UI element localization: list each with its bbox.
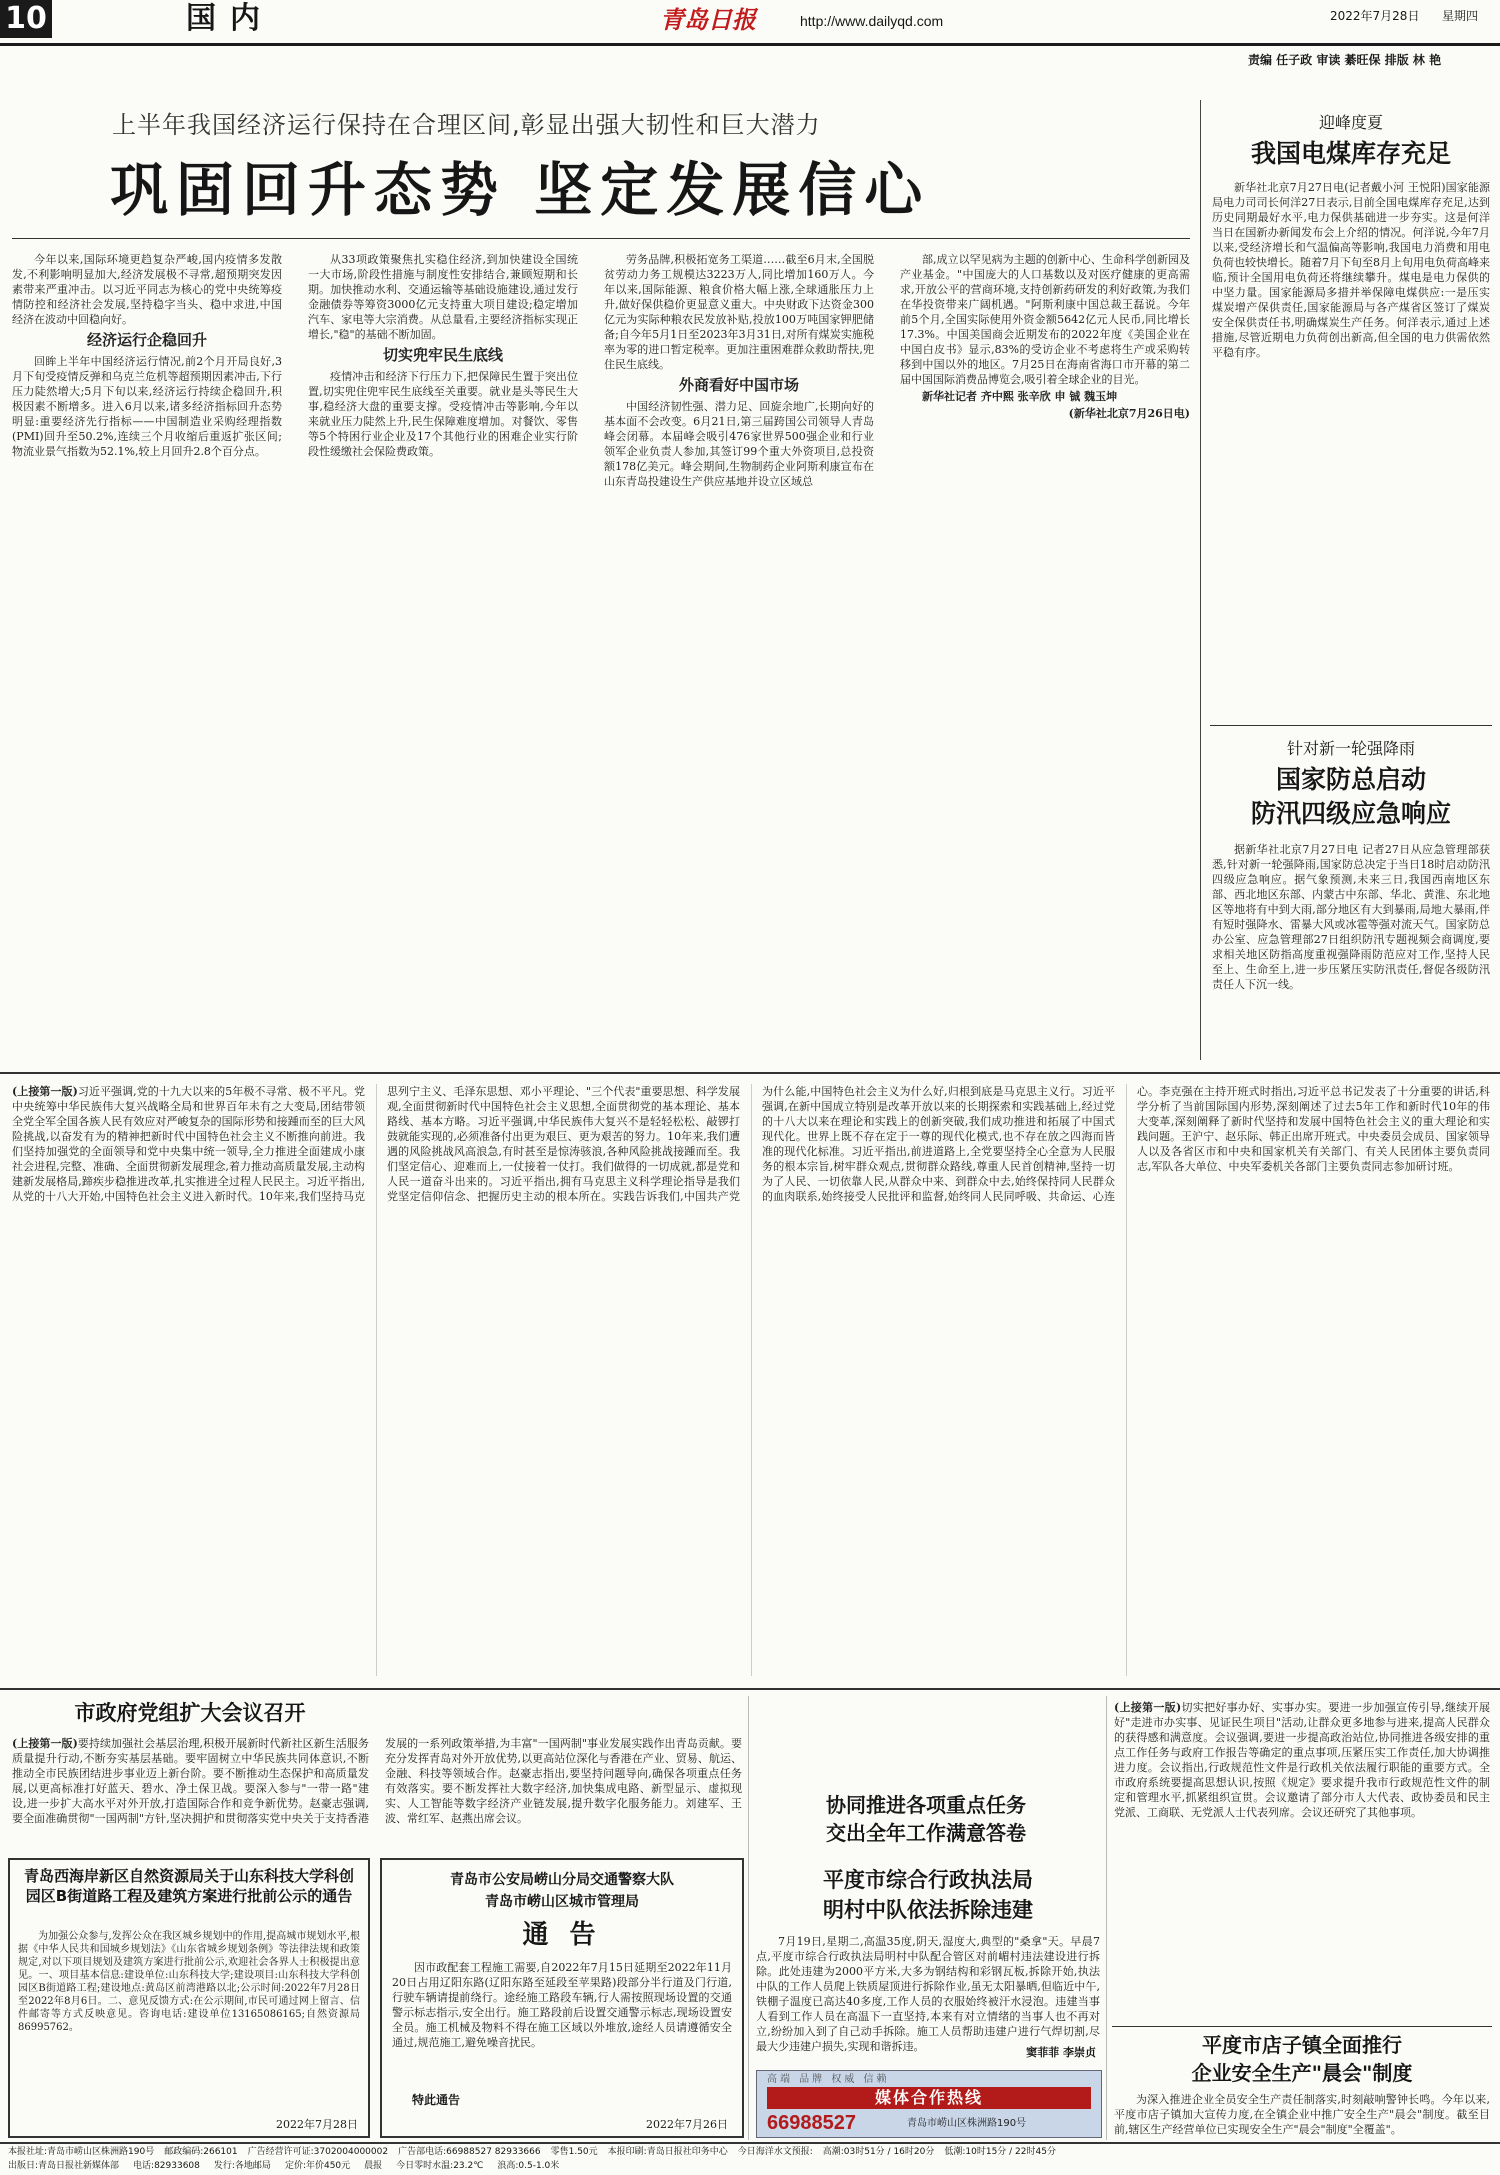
lead-subhead-livelihood: 切实兜牢民生底线 <box>382 346 503 364</box>
flood-headline-2: 防汛四级应急响应 <box>1250 799 1451 828</box>
notice-traffic-issuer-1: 青岛市公安局崂山分局交通警察大队 <box>450 1872 674 1888</box>
notice-west-coast-text: 为加强公众参与,发挥公众在我区城乡规划中的作用,提高城市规划水平,根据《中华人民共和国城乡规划法》《山东省城乡规划条例》等法律法规和政策规定,对以下项目规划及建筑方案进行批前公示,欢迎社会各界人士积极提出意见。一、项目基本信息:建设单位:山东科技大学;建设项目:山东科技大学科创园区B街道路工程;建设地点:黄岛区前湾港路以北;公示时间:2022年7月28日至2022年8月6日。二、意见反馈方式:在公示期间,市民可通过网上留言、信件邮寄等方式反映意见。咨询电话:建设单位13165086165;自然资源局86995762。 <box>18 1931 360 2033</box>
footer-item: 晨报 <box>364 2161 383 2171</box>
council-body <box>12 1736 742 1848</box>
flood-headline-1: 国家防总启动 <box>1275 765 1426 794</box>
safety-body <box>1114 2092 1490 2138</box>
ad-banner <box>756 2070 1102 2138</box>
masthead-rule <box>0 43 1500 46</box>
editor-credits: 责编 任子政 审读 綦旺保 排版 林 艳 <box>1248 53 1442 67</box>
safety-headline-2: 企业安全生产"晨会"制度 <box>1191 2061 1413 2085</box>
mid-divider-1 <box>748 1696 749 2140</box>
demolition-box <box>756 1862 1100 2062</box>
council-headline: 市政府党组扩大会议召开 <box>74 1700 306 1725</box>
footer-item: 浪高:0.5-1.0米 <box>497 2161 560 2171</box>
footer-row-1 <box>8 2146 1492 2159</box>
lead-column-3 <box>604 252 874 1060</box>
ad-phone: 66988527 <box>767 2112 856 2134</box>
notice-traffic-box <box>380 1858 744 2138</box>
tasks-text: 切实把好事办好、实事办实。要进一步加强宣传引导,继续开展好"走进市办实事、见证民生项目"活动,让群众更多地参与进来,提高人民群众的获得感和满意度。会议强调,要进一步提高政治站位,协同推进各级安排的重点工作任务与政府工作报告等确定的重点事项,压紧压实工作责任,加大协调推进力度。会议指出,行政规范性文件是行政机关依法履行职能的重要方式。全市政府系统要提高思想认识,按照《规定》要求提升我市行政规范性文件的制定和管理水平,抓紧组织宣贯。会议邀请了部分市人大代表、政协委员和民主党派、工商联、无党派人士代表列席。会议还研究了其他事项。 <box>1114 1701 1490 1819</box>
flood-body-text: 据新华社北京7月27日电 记者27日从应急管理部获悉,针对新一轮强降雨,国家防总决定于当日18时启动防汛四级应急响应。据气象预测,未来三日,我国西南地区东部、西北地区东部、内蒙古中东部、华北、黄淮、东北地区等地将有中到大雨,部分地区有大到暴雨,局地大暴雨,伴有短时强降水、雷暴大风或冰雹等强对流天气。国家防总办公室、应急管理部27日组织防汛专题视频会商调度,要求相关地区防指高度重视强降雨防范应对工作,坚持人民至上、生命至上,进一步压紧压实防汛责任,督促各级防汛责任人下沉一线。 <box>1212 843 1490 991</box>
paper-url: http://www.dailyqd.com <box>800 13 944 29</box>
page-number: 10 <box>5 1 47 36</box>
lead-col3-text: 劳务品牌,积极拓宽务工渠道……截至6月末,全国脱贫劳动力务工规模达3223万人,同比增加160万人。今年以来,国际能源、粮食价格大幅上涨,全球通胀压力上升,做好保供稳价更显意义重大。中央财政下达资金300亿元为实际种粮农民发放补贴,投放100万吨国家钾肥储备;自今年5月1日至2023年3月31日,对所有煤炭实施税率为零的进口暂定税率。更加注重困难群众救助帮扶,兜住民生底线。 <box>604 253 874 371</box>
continued-story <box>12 1084 1490 1676</box>
lead-subhead-economy: 经济运行企稳回升 <box>86 331 207 349</box>
notice-west-coast-date: 2022年7月28日 <box>276 2118 358 2131</box>
council-text: 要持续加强社会基层治理,积极开展新时代新社区新生活服务质量提升行动,不断夯实基层基础。要牢固树立中华民族共同体意识,不断推动全市民族团结进步事业迈上新台阶。要不断推动生态保护和高质量发展,以更高标准打好蓝天、碧水、净土保卫战。要深入参与"一带一路"建设,进一步扩大高水平对外开放,打造国际合作和竞争新优势。赵豪志强调,要全面准确贯彻"一国两制"方针,坚决拥护和贯彻落实党中央关于支持香港发展的一系列政策举措,为丰富"一国两制"事业发展实践作出青岛贡献。要充分发挥青岛对外开放优势,以更高站位深化与香港在产业、贸易、航运、金融、科技等领域合作。赵豪志指出,要坚持问题导向,确保各项重点任务有效落实。要不断发挥社大数字经济,加快集成电路、新型显示、虚拟现实、人工智能等数字经济产业链发展,提升数字化服务能力。刘建军、王波、常红军、赵燕出席会议。 <box>12 1737 742 1825</box>
coal-kicker: 迎峰度夏 <box>1318 113 1383 132</box>
notice-traffic-date: 2022年7月26日 <box>646 2118 728 2131</box>
footer-item: 邮政编码:266101 <box>164 2147 238 2157</box>
paper-logo: 青岛日报 <box>660 5 756 34</box>
footer-item: 零售1.50元 <box>550 2147 598 2157</box>
lead-col1-text: 今年以来,国际环境更趋复杂严峻,国内疫情多发散发,不利影响明显加大,经济发展极不寻常,超预期突发因素带来严重冲击。以习近平同志为核心的党中央统筹疫情防控和经济社会发展,坚持稳字当头、稳中求进,中国经济在波动中回稳向好。 <box>12 253 282 326</box>
continued-text: 习近平强调,党的十九大以来的5年极不寻常、极不平凡。党中央统筹中华民族伟大复兴战略全局和世界百年未有之大变局,团结带领全党全军全国各族人民有效应对严峻复杂的国际形势和接踵而至的巨大风险挑战,以奋发有为的精神把新时代中国特色社会主义不断推向前进。我们坚持加强党的全面领导和党中央集中统一领导,全力推进全面建成小康社会进程,完整、准确、全面贯彻新发展理念,着力推动高质量发展,主动构建新发展格局,蹄疾步稳推进改革,扎实推进全过程人民民主。习近平指出,从党的十八大开始,中国特色社会主义进入新时代。10年来,我们坚持马克思列宁主义、毛泽东思想、邓小平理论、"三个代表"重要思想、科学发展观,全面贯彻新时代中国特色社会主义思想,全面贯彻党的基本理论、基本路线、基本方略。习近平强调,中华民族伟大复兴不是轻轻松松、敲锣打鼓就能实现的,必须准备付出更为艰巨、更为艰苦的努力。10年来,我们遭遇的风险挑战风高浪急,有时甚至是惊涛骇浪,各种风险挑战接踵而至。我们坚定信心、迎难而上,一仗接着一仗打。我们做得的一切成就,都是党和人民一道奋斗出来的。习近平指出,拥有马克思主义科学理论指导是我们党坚定信仰信念、把握历史主动的根本所在。实践告诉我们,中国共产党为什么能,中国特色社会主义为什么好,归根到底是马克思主义行。习近平强调,在新中国成立特别是改革开放以来的长期探索和实践基础上,经过党的十八大以来在理论和实践上的创新突破,我们成功推进和拓展了中国式现代化。世界上既不存在定于一尊的现代化模式,也不存在放之四海而皆准的现代化标准。习近平指出,前进道路上,全党要坚持全心全意为人民服务的根本宗旨,树牢群众观点,贯彻群众路线,尊重人民首创精神,坚持一切为了人民、一切依靠人民,从群众中来、到群众中去,始终保持同人民群众的血肉联系,始终接受人民批评和监督,始终同人民同呼吸、共命运、心连心。李克强在主持开班式时指出,习近平总书记发表了十分重要的讲话,科学分析了当前国际国内形势,深刻阐述了过去5年工作和新时代10年的伟大变革,深刻阐释了新时代坚持和发展中国特色社会主义的重大理论和实践问题。王沪宁、赵乐际、韩正出席开班式。中央委员会成员、国家领导人以及各省区市和中央和国家机关有关部门、有关人民团体主要负责同志,军队各大单位、中央军委机关各部门主要负责同志参加研讨班。 <box>12 1085 1490 1203</box>
footer-row-2 <box>8 2160 1492 2173</box>
footer-item: 广告部电话:66988527 82933666 <box>398 2147 541 2157</box>
section-title: 国内 <box>186 1 274 36</box>
lead-subhead-foreign: 外商看好中国市场 <box>678 376 799 394</box>
tasks-label: (上接第一版) <box>1114 1701 1182 1714</box>
footer-item: 出版日:青岛日报社新媒体部 <box>8 2161 120 2171</box>
footer-item: 本报社址:青岛市崂山区株洲路190号 <box>8 2147 155 2157</box>
rail-divider <box>1210 725 1492 726</box>
footer-item: 低潮:10时15分 / 22时45分 <box>944 2147 1056 2157</box>
right-rail-divider <box>1200 100 1201 1060</box>
footer-item: 广告经营许可证:3702004000002 <box>247 2147 389 2157</box>
footer-item: 电话:82933608 <box>133 2161 200 2171</box>
notice-traffic-issuer-2: 青岛市崂山区城市管理局 <box>485 1894 639 1910</box>
lead-headline: 巩固回升态势 坚定发展信心 <box>110 156 931 224</box>
flood-kicker: 针对新一轮强降雨 <box>1286 739 1415 758</box>
demolition-headline-1: 平度市综合行政执法局 <box>823 1867 1033 1892</box>
lead-col1b-text: 回眸上半年中国经济运行情况,前2个月开局良好,3月下旬受疫情反弹和乌克兰危机等超预期因素冲击,下行压力陡然增大;5月下旬以来,经济运行持续企稳回升,积极因素不断增多。进入6月以来,诸多经济指标回升态势明显:重要经济先行指标——中国制造业采购经理指数(PMI)回升至50.2%,连续三个月收缩后重返扩张区间;物流业景气指数为52.1%,较上月回升2.8个百分点。 <box>12 355 282 458</box>
notice-west-coast-title: 青岛西海岸新区自然资源局关于山东科技大学科创园区B街道路工程及建筑方案进行批前公示的通告 <box>23 1867 354 1905</box>
coal-headline: 我国电煤库存充足 <box>1250 139 1451 168</box>
footer-item: 发行:各地邮局 <box>213 2161 271 2171</box>
demolition-headline-2: 明村中队依法拆除违建 <box>823 1897 1033 1922</box>
notice-west-coast-box <box>8 1858 370 2138</box>
tasks-headline-1: 协同推进各项重点任务 <box>826 1793 1026 1817</box>
section-divider-bottom <box>0 1688 1500 1690</box>
continued-label: (上接第一版) <box>12 1085 78 1098</box>
issue-weekday: 星期四 <box>1442 9 1479 23</box>
notice-traffic-title: 通 告 <box>522 1920 602 1950</box>
ad-tagline: 高端 品牌 权威 信赖 <box>767 2074 890 2085</box>
notice-traffic-body <box>392 1960 732 2088</box>
coal-body-text: 新华社北京7月27日电(记者戴小河 王悦阳)国家能源局电力司司长何洋27日表示,目前全国电煤库存充足,达到历史同期最好水平,电力保供基础进一步夯实。这是何洋当日在国新办新闻发布会上介绍的情况。何洋说,今年7月以来,受经济增长和气温偏高等影响,我国电力消费和用电负荷也较快增长。随着7月下旬至8月上旬用电负荷高峰来临,预计全国用电负荷还将继续攀升。煤电是电力保供的中坚力量。国家能源局多措并举保障电煤供应:一是压实煤炭增产保供责任,国家能源局与各产煤省区签订了煤炭安全保供责任书,明确煤炭生产任务。何洋表示,通过上述措施,尽管近期电力负荷创出新高,但全国的电力供需依然平稳有序。 <box>1212 181 1490 359</box>
footer-item: 今日零时水温:23.2℃ <box>396 2161 484 2171</box>
mid-divider-2 <box>1106 1696 1107 2140</box>
notice-traffic-sign: 特此通告 <box>412 2093 461 2107</box>
lead-col2b-text: 疫情冲击和经济下行压力下,把保障民生置于突出位置,切实兜住兜牢民生底线至关重要。就业是头等民生大事,稳经济大盘的重要支撑。受疫情冲击等影响,今年以来就业压力陡然上升,民生保障难度增加。对餐饮、零售等5个特困行业企业及17个其他行业的困难企业实行阶段性缓缴社会保险费政策。 <box>308 370 578 458</box>
tasks-headline-2: 交出全年工作满意答卷 <box>826 1821 1026 1845</box>
demolition-text: 7月19日,星期二,高温35度,阴天,湿度大,典型的"桑拿"天。早晨7点,平度市综合行政执法局明村中队配合管区对前嵋村违法建设进行拆除。此处违建为2000平方米,大多为钢结构和彩钢瓦板,拆除开始,执法中队的工作人员爬上铁质屋顶进行拆除作业,虽无太阳暴晒,但临近中午,铁棚子温度已高达40多度,工作人员的衣服始终被汗水浸泡。违建当事人看到工作人员在高温下一直坚持,本来有对立情绪的当事人也不再对立,纷纷加入到了自己动手拆除。施工人员帮助违建户进行气焊切割,尽最大少违建户损失,实现和谐拆违。 <box>756 1935 1100 2053</box>
demolition-byline: 窦菲菲 李崇贞 <box>1026 2046 1096 2059</box>
flood-body <box>1212 842 1490 1060</box>
coal-body <box>1212 180 1490 690</box>
footer-item: 定价:年价450元 <box>284 2161 351 2171</box>
lead-column-2 <box>308 252 578 1060</box>
lead-col3b-text: 中国经济韧性强、潜力足、回旋余地广,长期向好的基本面不会改变。6月21日,第三届跨国公司领导人青岛峰会闭幕。本届峰会吸引476家世界500强企业和行业领军企业负责人参加,其签订99个重大外资项目,总投资额178亿美元。峰会期间,生物制药企业阿斯利康宣布在山东青岛投建设生产供应基地并设立区域总 <box>604 400 874 488</box>
footer-rule <box>0 2142 1500 2144</box>
lead-divider <box>12 238 1190 239</box>
safety-text: 为深入推进企业全员安全生产责任制落实,时刻敲响警钟长鸣。今年以来,平度市店子镇加大宣传力度,在全镇企业中推广安全生产"晨会"制度。截至目前,辖区生产经营单位已实现安全生产"晨会"制度"全覆盖"。 <box>1114 2093 1490 2136</box>
safety-headline-1: 平度市店子镇全面推行 <box>1202 2033 1402 2057</box>
lead-column-4 <box>900 252 1190 1060</box>
section-divider-top <box>0 1072 1500 1074</box>
lead-dateline: (新华社北京7月26日电) <box>1068 407 1190 420</box>
notice-west-coast-body <box>18 1930 360 2110</box>
ad-address: 青岛市崂山区株洲路190号 <box>907 2118 1027 2129</box>
lead-col2-text: 从33项政策聚焦扎实稳住经济,到加快建设全国统一大市场,阶段性措施与制度性安排结合,兼顾短期和长期。加快推动水利、交通运输等基础设施建设,通过发行金融债券等筹资3000亿元支持重大项目建设;稳定增加汽车、家电等大宗消费。从总量看,主要经济指标实现正增长,"稳"的基础不断加固。 <box>308 253 578 341</box>
lead-kicker: 上半年我国经济运行保持在合理区间,彰显出强大韧性和巨大潜力 <box>112 111 821 139</box>
lead-col4-text: 部,成立以罕见病为主题的创新中心、生命科学创新园及产业基金。"中国庞大的人口基数以及对医疗健康的更高需求,开放公平的营商环境,支持创新药研发的利好政策,为我们在华投资带来广阔机遇。"阿斯利康中国总裁王磊说。今年前5个月,全国实际使用外资金额5642亿元人民币,同比增长17.3%。中国美国商会近期发布的2022年度《美国企业在中国白皮书》显示,83%的受访企业不考虑将生产或采购转移到中国以外的地区。7月25日在海南省海口市开幕的第二届中国国际消费品博览会,吸引着全球企业的目光。 <box>900 253 1190 386</box>
footer-item: 今日海洋水文预报: <box>737 2147 813 2157</box>
ad-title: 媒体合作热线 <box>767 2087 1091 2109</box>
lead-column-1 <box>12 252 282 1060</box>
notice-traffic-text: 因市政配套工程施工需要,自2022年7月15日延期至2022年11月20日占用辽阳东路(辽阳东路至延段至苹果路)段部分半行道及门行道,行驶车辆请提前绕行。途经施工路段车辆,行人需按照现场设置的交通警示标志指示,安全出行。施工路段前后设置交通警示标志,现场设置安全员。施工机械及物料不得在施工区域以外堆放,途经人员请遵循安全通过,规范施工,避免噪音扰民。 <box>392 1961 732 2049</box>
footer-item: 高潮:03时51分 / 16时20分 <box>822 2147 935 2157</box>
issue-date: 2022年7月28日 <box>1330 9 1420 23</box>
council-label: (上接第一版) <box>12 1737 78 1750</box>
footer-item: 本报印刷:青岛日报社印务中心 <box>607 2147 728 2157</box>
safety-divider <box>1112 2026 1492 2027</box>
lead-byline: 新华社记者 齐中熙 张辛欣 申 铖 魏玉坤 <box>922 390 1118 403</box>
tasks-body <box>1114 1700 1490 2018</box>
